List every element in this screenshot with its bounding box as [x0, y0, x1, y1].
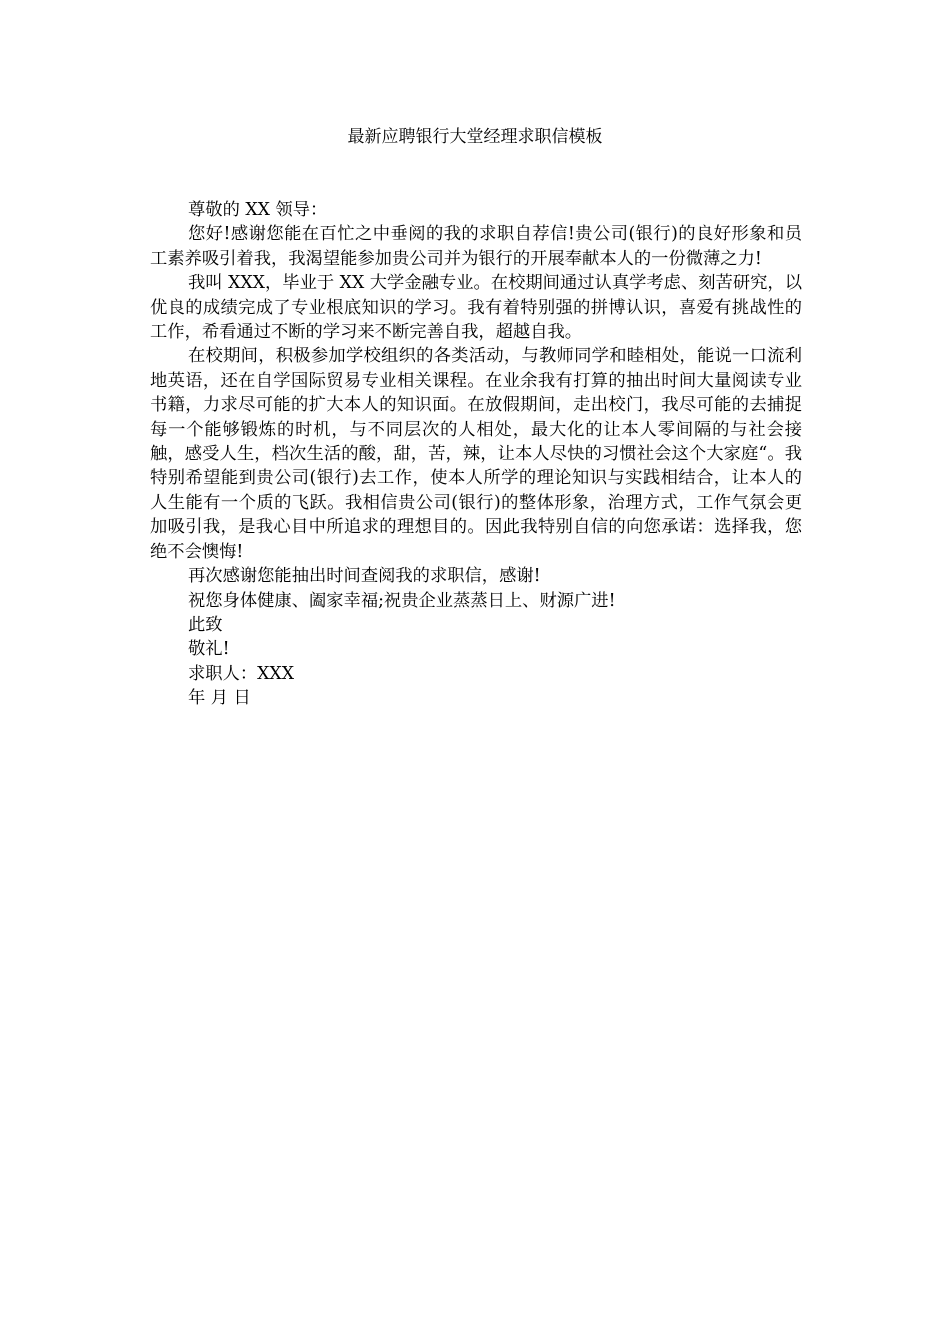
applicant-signature: 求职人：XXX [188, 663, 295, 684]
letter-body [150, 198, 802, 711]
closing-cizhi: 此致 [188, 614, 223, 635]
closing-jingli: 敬礼! [188, 639, 230, 660]
paragraph-experience: 在校期间，积极参加学校组织的各类活动，与教师同学和睦相处，能说一口流利地英语，还在自学国际贸易专业相关课程。在业余我有打算的抽出时间大量阅读专业书籍，力求尽可能的扩大本人的知识面。在放假期间，走出校门，我尽可能的去捕捉每一个能够锻炼的时机，与不同层次的人相处，最大化的让本人零间隔的与社会接触，感受人生，档次生活的酸，甜，苦，辣，让本人尽快的习惯社会这个大家庭“。我特别希望能到贵公司(银行)去工作，使本人所学的理论知识与实践相结合，让本人的人生能有一个质的飞跃。我相信贵公司(银行)的整体形象，治理方式，工作气氛会更加吸引我，是我心目中所追求的理想目的。因此我特别自信的向您承诺：选择我，您绝不会懊悔! [150, 346, 802, 562]
salutation: 尊敬的 XX 领导： [188, 200, 328, 220]
closing-wishes: 祝您身体健康、阖家幸福;祝贵企业蒸蒸日上、财源广进! [188, 590, 616, 611]
date-line: 年 月 日 [188, 688, 251, 709]
closing-thanks: 再次感谢您能抽出时间查阅我的求职信，感谢! [188, 566, 541, 587]
paragraph-intro: 您好!感谢您能在百忙之中垂阅的我的求职自荐信!贵公司(银行)的良好形象和员工素养吸引着我，我渴望能参加贵公司并为银行的开展奉献本人的一份微薄之力! [150, 224, 802, 269]
paragraph-background: 我叫 XXX，毕业于 XX 大学金融专业。在校期间通过认真学考虑、刻苦研究，以优良的成绩完成了专业根底知识的学习。我有着特别强的拼博认识，喜爱有挑战性的工作，希看通过不断的学习来不断完善自我，超越自我。 [150, 273, 802, 343]
document-title: 最新应聘银行大堂经理求职信模板 [347, 127, 603, 147]
